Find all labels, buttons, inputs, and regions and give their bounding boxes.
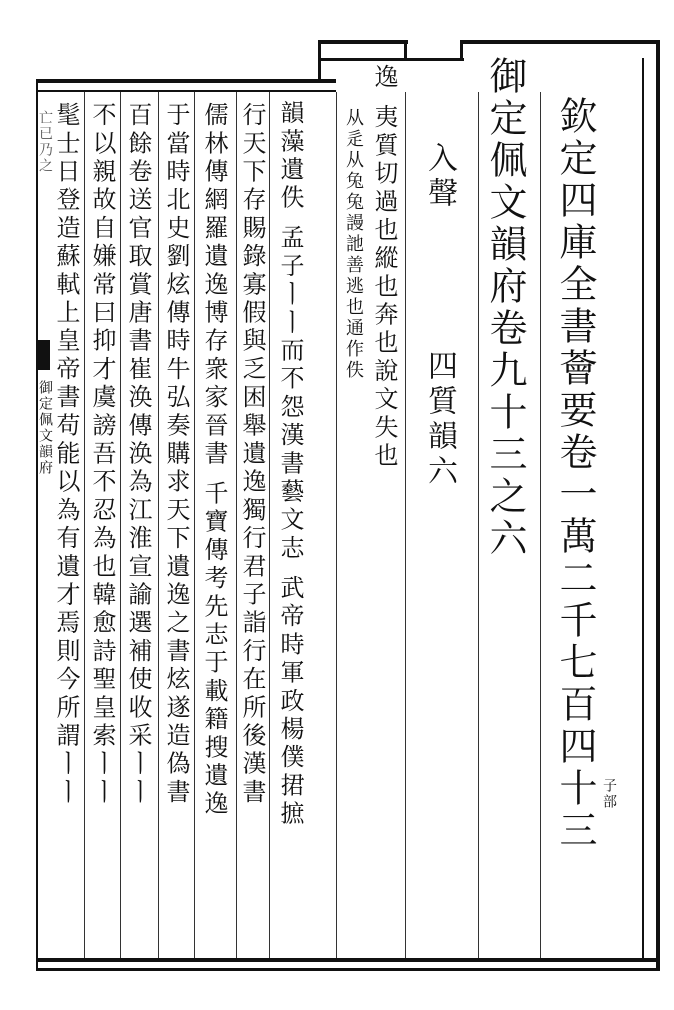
margin-fragments: 亡已乃之 xyxy=(37,110,53,174)
text-column: 髦士日登造蘇軾上皇帝書苟能以為有遺才焉則今所謂ㅣㅣ xyxy=(52,102,80,807)
column-divider xyxy=(236,92,237,958)
text-column: 儒林傳網羅遺逸博存衆家晉書 千寶傳考先志于載籍搜遺逸 xyxy=(200,102,228,819)
text-column: 百餘卷送官取賞唐書崔涣傳涣為江淮宣諭選補使收采ㅣㅣ xyxy=(124,102,152,807)
column-divider xyxy=(269,92,270,958)
column-divider xyxy=(84,92,85,958)
frame-line xyxy=(642,58,644,958)
column-divider xyxy=(120,92,121,958)
frame-line xyxy=(656,40,660,970)
frame-line xyxy=(36,90,336,92)
column-divider xyxy=(540,92,541,958)
margin-book-title: 御定佩文韻府 xyxy=(37,380,53,476)
rhyme-label: 四質韻六 xyxy=(422,350,457,490)
frame-line xyxy=(460,40,463,60)
category-label: 子部 xyxy=(601,778,617,810)
column-divider xyxy=(478,92,479,958)
frame-line xyxy=(36,958,660,962)
column-divider xyxy=(158,92,159,958)
tone-label: 入聲 xyxy=(422,142,457,212)
text-column: 于當時北史劉炫傳時牛弘奏購求天下遺逸之書炫遂造偽書 xyxy=(162,102,190,807)
frame-line xyxy=(36,968,660,971)
text-column: 韻藻遺佚 孟子ㅣㅣ而不怨漢書藝文志 武帝時軍政楊僕捃摭 xyxy=(276,100,304,829)
text-column: 从辵从兔兔謾訑善逃也通作佚 xyxy=(343,108,364,381)
frame-line xyxy=(318,58,464,61)
column-divider xyxy=(336,92,337,958)
collection-title: 欽定四庫全書薈要卷一萬二千七百四十三 xyxy=(553,96,597,852)
frame-line xyxy=(36,79,38,968)
margin-marker xyxy=(36,340,50,370)
frame-line xyxy=(460,40,660,44)
book-title: 御定佩文韻府卷九十三之六 xyxy=(483,56,527,560)
frame-line xyxy=(318,40,408,44)
frame-line xyxy=(318,40,321,80)
text-column: 行天下存賜錄寡假與乏困舉遺逸獨行君子詣行在所後漢書 xyxy=(238,102,266,807)
text-column: 逸 夷質切過也縱也奔也說文失也 xyxy=(370,64,398,471)
column-divider xyxy=(405,92,406,958)
frame-line xyxy=(36,79,336,83)
text-column: 不以親故自嫌常曰抑才虞謗吾不忍為也韓愈詩聖皇索ㅣㅣ xyxy=(88,102,116,807)
frame-line xyxy=(404,40,407,60)
column-divider xyxy=(194,92,195,958)
